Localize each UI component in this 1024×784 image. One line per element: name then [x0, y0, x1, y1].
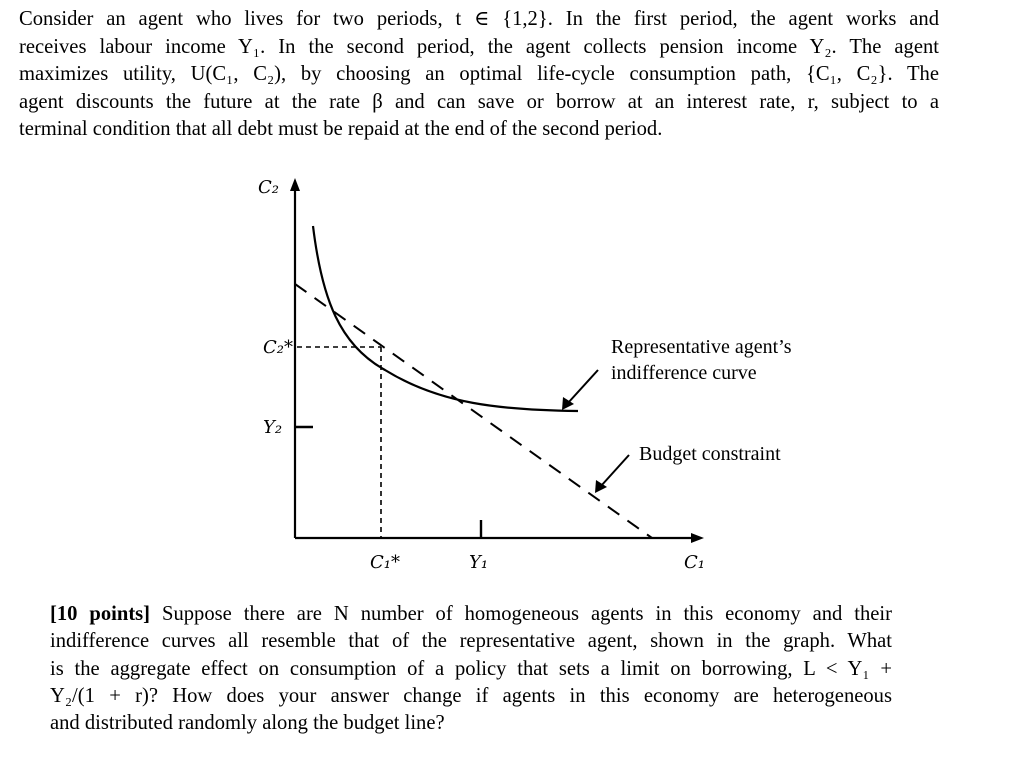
intro-line-2: receives labour income Y₁. In the second period, the agent collects pension income Y₂. The agent [19, 35, 939, 58]
indifference-pointer-line [568, 370, 598, 403]
indifference-curve [313, 226, 578, 411]
question-paragraph [50, 601, 892, 737]
question-line-1-text: Suppose there are N number of homogeneous agents in this economy and their [161, 603, 892, 625]
y1-label: Y₁ [469, 552, 489, 573]
x-axis-arrow [691, 533, 704, 543]
budget-constraint-line [295, 284, 652, 538]
points-label: [10 points] [50, 603, 151, 625]
intro-line-1: Consider an agent who lives for two periods, t ∈ {1,2}. In the first period, the agent works and [19, 8, 939, 30]
y2-label: Y₂ [263, 417, 283, 438]
question-line-1 [50, 601, 892, 628]
y-axis-label: C₂ [258, 177, 279, 198]
intro-line-4: agent discounts the future at the rate β and can save or borrow at an interest rate, r, subject to a [19, 90, 939, 113]
indifference-label-line-2: indifference curve [611, 362, 757, 384]
c2-star-label: C₂* [263, 337, 293, 358]
question-line-4: Y₂/(1 + r)? How does your answer change if agents in this economy are heterogeneous [50, 684, 892, 707]
c1-star-label: C₁* [370, 552, 400, 573]
indifference-label-line-1: Representative agent’s [611, 336, 792, 358]
question-line-2: indifference curves all resemble that of the representative agent, shown in the graph. What [50, 630, 892, 653]
y-axis-arrow [290, 178, 300, 191]
budget-pointer-line [601, 455, 629, 486]
x-axis-label: C₁ [684, 552, 705, 573]
intro-line-3: maximizes utility, U(C₁, C₂), by choosing an optimal life-cycle consumption path, {C₁, C₂}. The [19, 63, 939, 85]
intro-line-5: terminal condition that all debt must be repaid at the end of the second period. [19, 118, 663, 140]
question-line-3: is the aggregate effect on consumption of a policy that sets a limit on borrowing, L < Y₁ + [50, 657, 892, 680]
budget-label: Budget constraint [639, 443, 781, 465]
question-line-5: and distributed randomly along the budget line? [50, 712, 445, 735]
